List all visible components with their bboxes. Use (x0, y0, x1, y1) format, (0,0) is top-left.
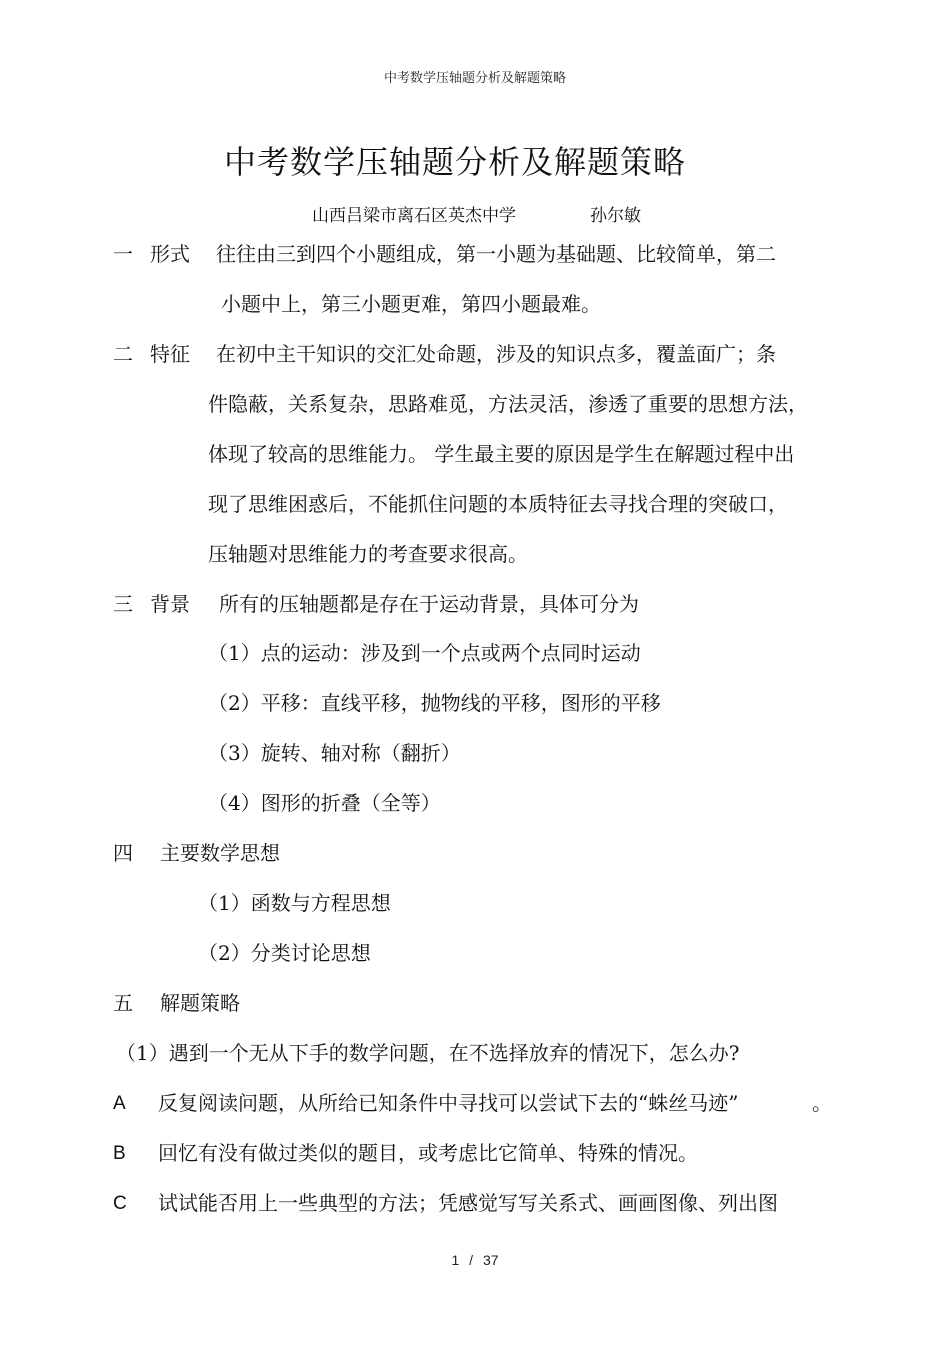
section-3-item-4: （4）图形的折叠（全等） (208, 791, 441, 815)
section-1-line-2: 小题中上，第三小题更难，第四小题最难。 (221, 292, 601, 316)
section-3-intro: 所有的压轴题都是存在于运动背景，具体可分为 (219, 592, 639, 616)
author-name: 孙尔敏 (590, 206, 641, 226)
section-2-line-3: 体现了较高的思维能力。 学生最主要的原因是学生在解题过程中出 (208, 442, 795, 466)
section-2-line-5: 压轴题对思维能力的考查要求很高。 (208, 542, 528, 566)
section-3-item-1: （1）点的运动：涉及到一个点或两个点同时运动 (208, 641, 641, 665)
option-a-tail: 。 (812, 1091, 832, 1115)
option-a-letter: A (113, 1093, 126, 1114)
page-separator: / (469, 1252, 474, 1268)
option-a-text: 反复阅读问题，从所给已知条件中寻找可以尝试下去的“蛛丝马迹” (158, 1091, 739, 1115)
section-1-number: 一 (113, 242, 133, 266)
section-4-number: 四 (113, 841, 133, 865)
section-4-item-2: （2）分类讨论思想 (198, 941, 371, 965)
section-1-line-1: 往往由三到四个小题组成，第一小题为基础题、比较简单，第二 (216, 242, 776, 266)
section-2-number: 二 (113, 342, 133, 366)
section-1-label: 形式 (150, 242, 190, 266)
author-school: 山西吕梁市离石区英杰中学 (312, 206, 516, 226)
section-3-item-3: （3）旋转、轴对称（翻折） (208, 741, 461, 765)
page-number (0, 1253, 950, 1267)
section-4-label: 主要数学思想 (160, 841, 280, 865)
document-title: 中考数学压轴题分析及解题策略 (223, 143, 686, 181)
page-current: 1 (451, 1252, 460, 1268)
section-5-number: 五 (113, 991, 133, 1015)
section-3-item-2: （2）平移：直线平移，抛物线的平移，图形的平移 (208, 691, 661, 715)
section-2-line-4: 现了思维困惑后，不能抓住问题的本质特征去寻找合理的突破口， (208, 492, 788, 516)
running-header: 中考数学压轴题分析及解题策略 (383, 71, 566, 86)
option-c-text: 试试能否用上一些典型的方法；凭感觉写写关系式、画画图像、列出图 (158, 1191, 778, 1215)
section-2-line-1: 在初中主干知识的交汇处命题，涉及的知识点多，覆盖面广；条 (216, 342, 776, 366)
option-c-letter: C (113, 1193, 127, 1214)
option-b-text: 回忆有没有做过类似的题目，或考虑比它简单、特殊的情况。 (158, 1141, 698, 1165)
section-5-label: 解题策略 (160, 991, 240, 1015)
section-5-question: （1）遇到一个无从下手的数学问题，在不选择放弃的情况下，怎么办? (116, 1041, 740, 1065)
section-3-number: 三 (113, 592, 133, 616)
section-3-label: 背景 (150, 592, 190, 616)
section-4-item-1: （1）函数与方程思想 (198, 891, 391, 915)
option-b-letter: B (113, 1143, 126, 1164)
page-total: 37 (482, 1252, 499, 1268)
section-2-line-2: 件隐蔽，关系复杂，思路难觅，方法灵活，渗透了重要的思想方法， (208, 392, 808, 416)
section-2-label: 特征 (150, 342, 190, 366)
